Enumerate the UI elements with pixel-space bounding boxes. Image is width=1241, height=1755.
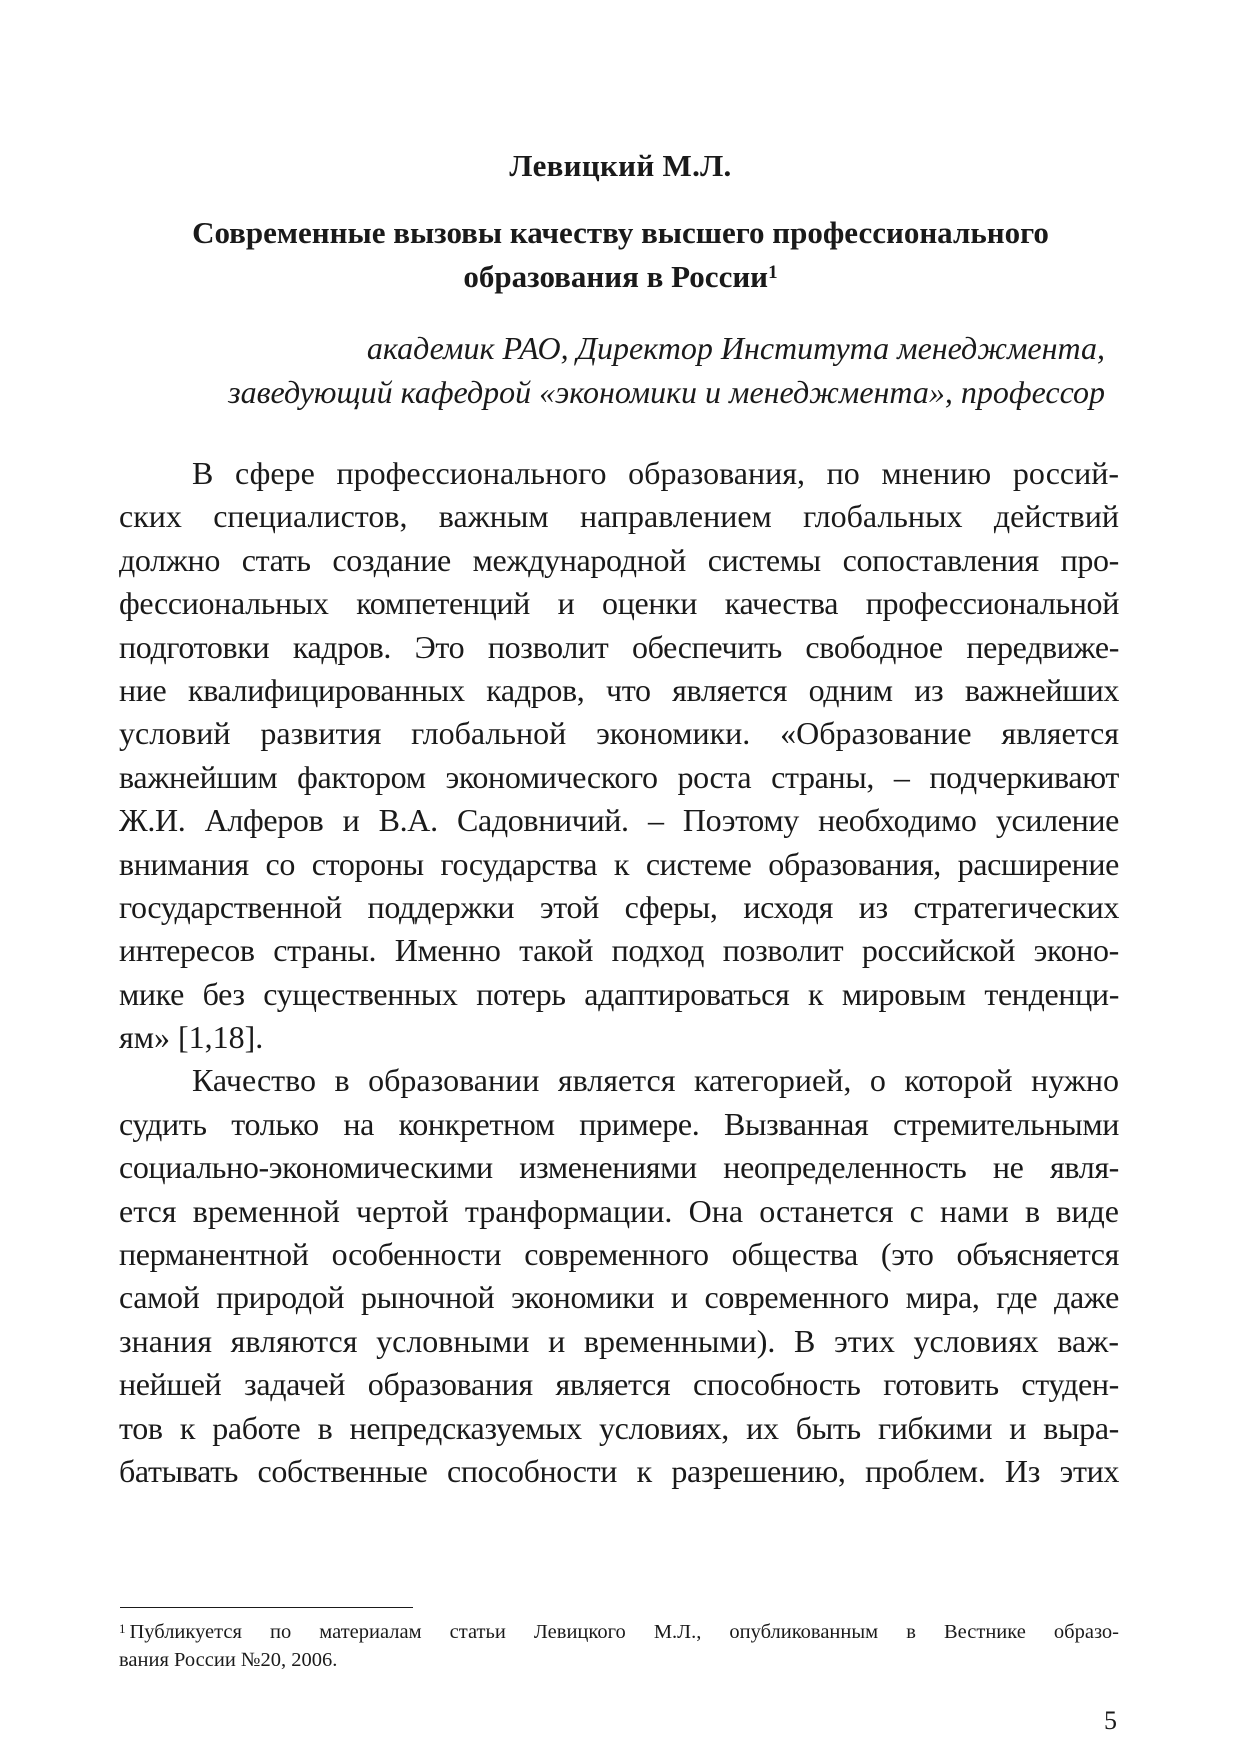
paragraph-1-line: ям» [1,18].: [119, 1019, 264, 1056]
footnote-line-2: вания России №20, 2006.: [119, 1649, 338, 1671]
paragraph-2-line: знания являются условными и временными). В этих условиях важ-: [119, 1322, 1119, 1359]
paragraph-1-line: ских специалистов, важным направлением глобальных действий: [119, 498, 1119, 535]
footnote-divider: [120, 1607, 413, 1608]
paragraph-1-line: фессиональных компетенций и оценки качества профессиональной: [119, 585, 1119, 622]
paragraph-1-line: В сфере профессионального образования, по мнению россий-: [192, 455, 1119, 491]
paragraph-1-line: должно стать создание международной системы сопоставления про-: [119, 541, 1119, 578]
paragraph-2-line: судить только на конкретном примере. Вызванная стремительными: [119, 1105, 1119, 1142]
paragraph-2-line: нейшей задачей образования является способность готовить студен-: [119, 1366, 1119, 1403]
paragraph-2-line: ется временной чертой транформации. Она останется с нами в виде: [119, 1192, 1119, 1229]
paragraph-1-line: важнейшим фактором экономического роста страны, – подчеркивают: [119, 758, 1119, 795]
body-text: [119, 452, 1119, 1493]
title-line-1: Современные вызовы качеству высшего профессионального: [192, 215, 1049, 250]
paragraph-1-line: интересов страны. Именно такой подход позволит российской эконо-: [119, 932, 1119, 969]
paragraph-1-line: государственной поддержки этой сферы, исходя из стратегических: [119, 888, 1119, 925]
paragraph-2-line: самой природой рыночной экономики и современного мира, где даже: [119, 1279, 1119, 1316]
footnote-line-1-text: Публикуется по материалам статьи Левицкого М.Л., опубликованным в Вестнике образо-: [129, 1621, 1119, 1643]
paragraph-1-line: ние квалифицированных кадров, что является одним из важнейших: [119, 671, 1119, 708]
footnote: [119, 1618, 1119, 1674]
title-footnote-mark: 1: [768, 262, 778, 283]
affiliation-line-1: академик РАО, Директор Института менеджмента,: [366, 330, 1105, 366]
footnote-mark: 1: [119, 1621, 126, 1636]
author-affiliation: [105, 326, 1105, 414]
paragraph-2-line: социально-экономическими изменениями неопределенность не явля-: [119, 1149, 1119, 1186]
paragraph-2-line: Качество в образовании является категорией, о которой нужно: [192, 1062, 1119, 1099]
paragraph-1-line: внимания со стороны государства к системе образования, расширение: [119, 845, 1119, 882]
footnote-line-1: [119, 1618, 1119, 1646]
paragraph-2-line: перманентной особенности современного общества (это объясняется: [119, 1236, 1119, 1273]
paragraph-1-line: Ж.И. Алферов и В.А. Садовничий. – Поэтому необходимо усиление: [119, 802, 1119, 839]
title-line-2-text: образования в России: [463, 259, 769, 294]
paragraph-1-line: мике без существенных потерь адаптироваться к мировым тенденци-: [119, 975, 1119, 1012]
paragraph-2-line: тов к работе в непредсказуемых условиях, их быть гибкими и выра-: [119, 1409, 1119, 1446]
paragraph-2-line: батывать собственные способности к разрешению, проблем. Из этих: [119, 1452, 1119, 1489]
page-number: 5: [1104, 1706, 1117, 1735]
paragraph-1-line: условий развития глобальной экономики. «Образование является: [119, 715, 1119, 752]
affiliation-line-2: заведующий кафедрой «экономики и менеджмента», профессор: [228, 374, 1105, 410]
paragraph-1-line: подготовки кадров. Это позволит обеспечить свободное передвиже-: [119, 628, 1119, 665]
article-title: [120, 211, 1121, 299]
title-line-2: [120, 255, 1121, 299]
author-name: Левицкий М.Л.: [509, 148, 732, 183]
